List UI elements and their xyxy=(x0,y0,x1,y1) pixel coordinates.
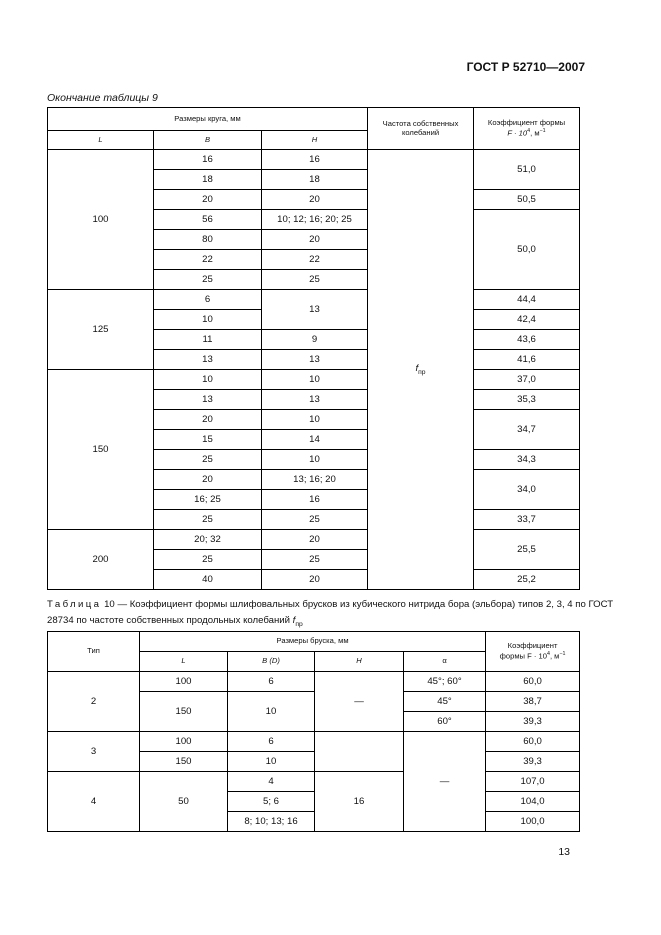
cell-frequency: $f_{пр}$ xyxy=(368,150,474,590)
cell-coef: 34,7 xyxy=(474,410,580,450)
caption-symbol-sub: пр xyxy=(295,620,303,628)
cell-coef: 43,6 xyxy=(474,330,580,350)
page-number: 13 xyxy=(558,846,570,858)
cell-B: 20; 32 xyxy=(154,530,262,550)
cell-H: 16 xyxy=(262,490,368,510)
cell-alpha: 45°; 60° xyxy=(404,672,486,692)
cell-H: 16 xyxy=(315,772,404,832)
header-L: L xyxy=(48,131,154,150)
cell-B: 8; 10; 13; 16 xyxy=(228,812,315,832)
cell-L: 200 xyxy=(48,530,154,590)
header-H: H xyxy=(315,652,404,672)
cell-B: 16 xyxy=(154,150,262,170)
header-coefficient xyxy=(486,632,580,672)
cell-coef: 25,5 xyxy=(474,530,580,570)
header-coefficient-label: Коэффициент формы xyxy=(487,118,566,128)
cell-B: 11 xyxy=(154,330,262,350)
header-coefficient-unit: формы $F \cdot 10^4$, $м^{-1}$ xyxy=(499,650,566,661)
cell-B: 20 xyxy=(154,410,262,430)
cell-B: 4 xyxy=(228,772,315,792)
standard-header: ГОСТ Р 52710—2007 xyxy=(466,60,585,74)
cell-H: 20 xyxy=(262,530,368,550)
cell-H: 10; 12; 16; 20; 25 xyxy=(262,210,368,230)
cell-B: 15 xyxy=(154,430,262,450)
cell-coef: 37,0 xyxy=(474,370,580,390)
cell-coef: 34,0 xyxy=(474,470,580,510)
cell-H: 20 xyxy=(262,570,368,590)
cell-coef: 33,7 xyxy=(474,510,580,530)
cell-coef: 41,6 xyxy=(474,350,580,370)
cell-B: 13 xyxy=(154,390,262,410)
cell-B: 10 xyxy=(154,370,262,390)
cell-H: 9 xyxy=(262,330,368,350)
header-frequency: Частота собственных колебаний xyxy=(368,108,474,150)
cell-B: 25 xyxy=(154,550,262,570)
table-10 xyxy=(47,631,580,832)
cell-H: — xyxy=(315,672,404,732)
cell-coef: 34,3 xyxy=(474,450,580,470)
cell-coef: 50,0 xyxy=(474,210,580,290)
cell-coef: 42,4 xyxy=(474,310,580,330)
cell-L: 100 xyxy=(48,150,154,290)
cell-type: 2 xyxy=(48,672,140,732)
table-10-caption xyxy=(47,597,617,633)
cell-alpha: 60° xyxy=(404,712,486,732)
table-9 xyxy=(47,107,580,590)
cell-coef: 44,4 xyxy=(474,290,580,310)
header-B-D: B (D) xyxy=(228,652,315,672)
caption-number: 10 xyxy=(104,599,115,610)
cell-alpha: 45° xyxy=(404,692,486,712)
header-coefficient-unit: $F \cdot 10^4$, $м^{-1}$ xyxy=(507,127,546,138)
cell-H: 20 xyxy=(262,190,368,210)
cell-H: 14 xyxy=(262,430,368,450)
cell-B: 25 xyxy=(154,510,262,530)
cell-type: 4 xyxy=(48,772,140,832)
cell-B: 5; 6 xyxy=(228,792,315,812)
header-alpha: α xyxy=(404,652,486,672)
cell-alpha: — xyxy=(404,732,486,832)
cell-coef: 51,0 xyxy=(474,150,580,190)
cell-B: 25 xyxy=(154,270,262,290)
header-type: Тип xyxy=(48,632,140,672)
cell-H: 13 xyxy=(262,290,368,330)
cell-coef: 104,0 xyxy=(486,792,580,812)
cell-B: 16; 25 xyxy=(154,490,262,510)
header-dimensions: Размеры круга, мм xyxy=(48,108,368,131)
cell-H-empty xyxy=(315,732,404,772)
cell-B: 10 xyxy=(228,692,315,732)
cell-L: 150 xyxy=(140,752,228,772)
cell-B: 6 xyxy=(228,732,315,752)
caption-symbol: f xyxy=(292,615,296,626)
caption-text: — Коэффициент формы шлифовальных брусков из кубического нитрида бора (эльбора) типов 2, 3, 4 по ГОСТ 28734 по частоте собственных продольных колебаний xyxy=(47,599,614,626)
cell-B: 22 xyxy=(154,250,262,270)
cell-coef: 39,3 xyxy=(486,752,580,772)
cell-B: 6 xyxy=(228,672,315,692)
cell-coef: 25,2 xyxy=(474,570,580,590)
cell-H: 10 xyxy=(262,450,368,470)
cell-B: 13 xyxy=(154,350,262,370)
cell-B: 25 xyxy=(154,450,262,470)
header-H: H xyxy=(262,131,368,150)
header-bar-dimensions: Размеры бруска, мм xyxy=(140,632,486,652)
header-coefficient xyxy=(474,108,580,150)
cell-L: 50 xyxy=(140,772,228,832)
cell-coef: 100,0 xyxy=(486,812,580,832)
cell-H: 16 xyxy=(262,150,368,170)
cell-B: 20 xyxy=(154,470,262,490)
cell-coef: 39,3 xyxy=(486,712,580,732)
cell-B: 20 xyxy=(154,190,262,210)
cell-coef: 50,5 xyxy=(474,190,580,210)
cell-H: 18 xyxy=(262,170,368,190)
cell-L: 125 xyxy=(48,290,154,370)
cell-B: 18 xyxy=(154,170,262,190)
cell-H: 25 xyxy=(262,550,368,570)
table-continuation-label: Окончание таблицы 9 xyxy=(47,92,158,104)
cell-coef: 35,3 xyxy=(474,390,580,410)
cell-H: 13 xyxy=(262,390,368,410)
cell-L: 100 xyxy=(140,732,228,752)
cell-type: 3 xyxy=(48,732,140,772)
cell-H: 22 xyxy=(262,250,368,270)
header-coefficient-label: Коэффициент xyxy=(507,641,558,651)
cell-H: 25 xyxy=(262,510,368,530)
cell-H: 10 xyxy=(262,370,368,390)
cell-L: 150 xyxy=(48,370,154,530)
header-B: B xyxy=(154,131,262,150)
caption-label: Таблица xyxy=(47,599,102,610)
cell-H: 25 xyxy=(262,270,368,290)
cell-coef: 38,7 xyxy=(486,692,580,712)
cell-L: 100 xyxy=(140,672,228,692)
cell-B: 56 xyxy=(154,210,262,230)
cell-coef: 60,0 xyxy=(486,672,580,692)
cell-H: 13; 16; 20 xyxy=(262,470,368,490)
cell-H: 13 xyxy=(262,350,368,370)
cell-coef: 107,0 xyxy=(486,772,580,792)
cell-coef: 60,0 xyxy=(486,732,580,752)
cell-H: 20 xyxy=(262,230,368,250)
cell-B: 10 xyxy=(154,310,262,330)
cell-B: 40 xyxy=(154,570,262,590)
cell-B: 10 xyxy=(228,752,315,772)
cell-H: 10 xyxy=(262,410,368,430)
header-L: L xyxy=(140,652,228,672)
cell-L: 150 xyxy=(140,692,228,732)
cell-B: 6 xyxy=(154,290,262,310)
cell-B: 80 xyxy=(154,230,262,250)
